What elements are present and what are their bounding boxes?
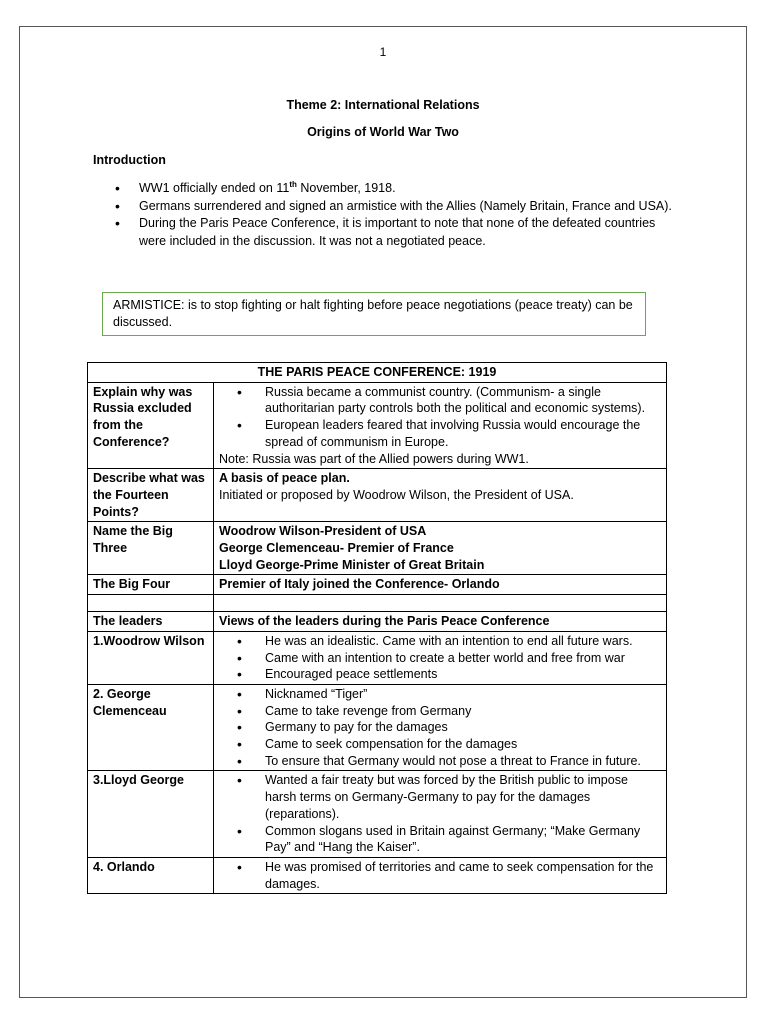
table-row: [88, 631, 667, 684]
row-question: 2. George Clemenceau: [88, 684, 214, 771]
row-answer: [214, 631, 667, 684]
table-header: THE PARIS PEACE CONFERENCE: 1919: [88, 363, 667, 383]
row-answer: Woodrow Wilson-President of USA George Clemenceau- Premier of France Lloyd George-Prime Minister of Great Britain: [214, 522, 667, 575]
table-row: [88, 382, 667, 469]
row-answer: [214, 382, 667, 469]
row-question: 4. Orlando: [88, 857, 214, 893]
list-item: • Germany to pay for the damages: [219, 719, 661, 736]
document-page: [19, 26, 747, 998]
table-row: [88, 612, 667, 632]
list-item: • Nicknamed “Tiger”: [219, 686, 661, 703]
list-item: • Encouraged peace settlements: [219, 666, 661, 683]
theme-title: Theme 2: International Relations: [286, 98, 480, 112]
table-row: [88, 469, 667, 522]
list-item: • Germans surrendered and signed an armistice with the Allies (Namely Britain, France and USA).: [114, 198, 674, 216]
table-row: [88, 522, 667, 575]
intro-heading: Introduction: [93, 153, 166, 167]
row-question: Name the Big Three: [88, 522, 214, 575]
row-answer: Views of the leaders during the Paris Peace Conference: [214, 612, 667, 632]
row-question: Describe what was the Fourteen Points?: [88, 469, 214, 522]
list-item: • He was an idealistic. Came with an intention to end all future wars.: [219, 633, 661, 650]
list-item: • To ensure that Germany would not pose a threat to France in future.: [219, 753, 661, 770]
list-item: • Came to seek compensation for the damages: [219, 736, 661, 753]
russia-note: Note: Russia was part of the Allied powers during WW1.: [219, 451, 529, 466]
table-row: [88, 575, 667, 595]
table-row: [88, 684, 667, 771]
row-answer: A basis of peace plan. Initiated or proposed by Woodrow Wilson, the President of USA.: [214, 469, 667, 522]
row-answer: [214, 771, 667, 858]
table-header-row: [88, 363, 667, 383]
table-row: [88, 771, 667, 858]
row-question: The Big Four: [88, 575, 214, 595]
table-row-empty: [88, 595, 667, 612]
document-subtitle: Origins of World War Two: [307, 125, 459, 139]
page-number: 1: [379, 45, 387, 59]
row-answer: [214, 857, 667, 893]
list-item: • Common slogans used in Britain against Germany; “Make Germany Pay” and “Hang the Kaiser”.: [219, 823, 661, 856]
list-item: • WW1 officially ended on 11th November, 1918.: [114, 180, 674, 198]
list-item: • Came with an intention to create a better world and free from war: [219, 650, 661, 667]
intro-bullet-list: [114, 180, 674, 250]
armistice-definition-box: ARMISTICE: is to stop fighting or halt fighting before peace negotiations (peace treaty) can be discussed.: [102, 292, 646, 336]
list-item: • During the Paris Peace Conference, it is important to note that none of the defeated countries were included in the discussion. It was not a negotiated peace.: [114, 215, 674, 250]
row-question: 3.Lloyd George: [88, 771, 214, 858]
row-answer: Premier of Italy joined the Conference- Orlando: [214, 575, 667, 595]
row-question: The leaders: [88, 612, 214, 632]
row-answer: [214, 684, 667, 771]
list-item: • Russia became a communist country. (Communism- a single authoritarian party controls both the political and economic systems).: [219, 384, 661, 417]
row-question: 1.Woodrow Wilson: [88, 631, 214, 684]
list-item: • He was promised of territories and came to seek compensation for the damages.: [219, 859, 661, 892]
list-item: • European leaders feared that involving Russia would encourage the spread of communism in Europe.: [219, 417, 661, 450]
paris-peace-conference-table: [87, 362, 667, 894]
row-question: Explain why was Russia excluded from the Conference?: [88, 382, 214, 469]
list-item: • Wanted a fair treaty but was forced by the British public to impose harsh terms on Germany-Germany to pay for the damages (reparations).: [219, 772, 661, 822]
table-row: [88, 857, 667, 893]
list-item: • Came to take revenge from Germany: [219, 703, 661, 720]
